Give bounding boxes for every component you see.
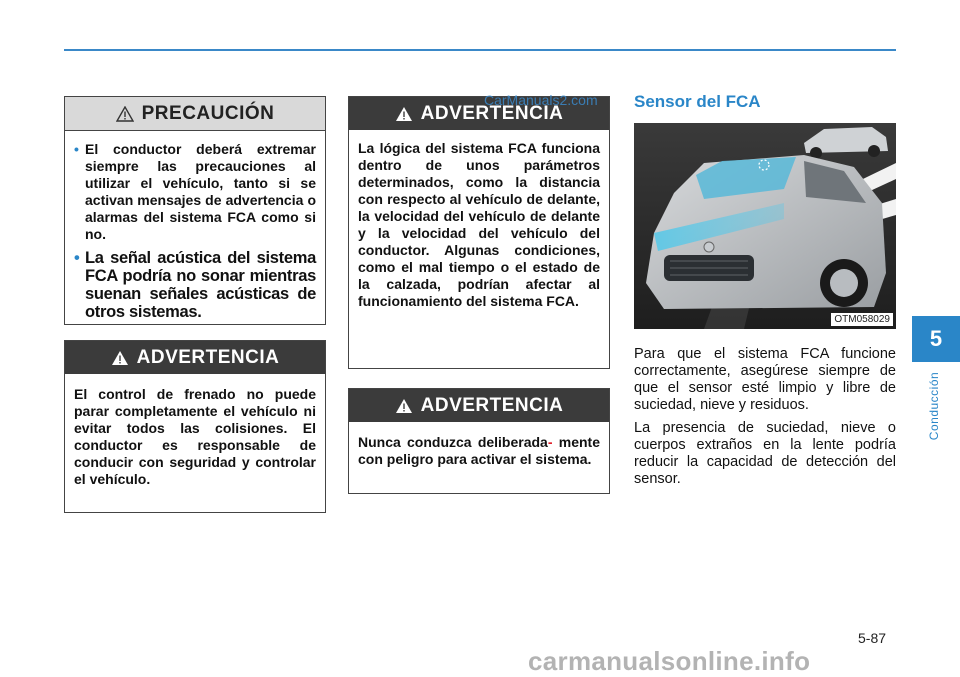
caution-heading: PRECAUCIÓN <box>141 102 275 124</box>
warning-text-part1: Nunca conduzca deliberada <box>358 434 548 450</box>
watermark-bottom: carmanualsonline.info <box>528 646 811 676</box>
warning-heading: ADVERTENCIA <box>420 394 564 416</box>
bullet-dot-icon: • <box>74 249 80 267</box>
watermark-top: CarManuals2.com <box>484 92 598 108</box>
warning-body: La lógica del sistema FCA funciona dentro de unos parámetros determinados, como la distancia con respecto al vehículo de delante, la velocidad del vehículo de delante y la velocidad del vehículo del conductor. Algunas condiciones, como el mal tiempo o el estado de la calzada, podrían afectar al funcionamiento del sistema FCA. <box>358 140 600 309</box>
warning-header <box>65 341 325 374</box>
warning-icon <box>395 398 413 414</box>
warning-icon <box>395 106 413 122</box>
caution-box <box>64 96 326 325</box>
figure-code: OTM058029 <box>831 313 893 326</box>
warning-body <box>349 422 609 476</box>
caution-header <box>65 97 325 131</box>
chapter-name: Conducción <box>927 371 941 441</box>
warning-hyphen: - <box>547 434 553 450</box>
sensor-figure <box>634 123 896 329</box>
warning-outline-icon <box>116 106 134 122</box>
caution-bullet-1 <box>74 141 316 243</box>
sensor-paragraph-2: La presencia de suciedad, nieve o cuerpos extraños en la lente podría reducir la capacidad de detección del sensor. <box>634 420 896 487</box>
warning-body: El control de frenado no puede parar completamente el vehículo ni evitar todos las colisiones. El conductor es responsable de conducir con seguridad y controlar el vehículo. <box>74 386 316 487</box>
warning-header <box>349 389 609 422</box>
warning-text-part2: mente con peligro para activar el sistema. <box>358 434 600 467</box>
warning-box-logic <box>348 96 610 369</box>
warning-heading: ADVERTENCIA <box>136 346 280 368</box>
caution-bullet-2 <box>74 249 316 321</box>
chapter-label <box>924 366 944 446</box>
caution-body <box>65 131 325 335</box>
warning-box-never <box>348 388 610 494</box>
caution-bullet-1-text: El conductor deberá extremar siempre las precauciones al utilizar el vehículo, tanto si se activan mensajes de advertencia o alarmas del sistema FCA como si no. <box>85 141 316 242</box>
top-rule <box>64 49 896 51</box>
section-title: Sensor del FCA <box>634 92 761 111</box>
chapter-tab: 5 <box>912 316 960 362</box>
warning-icon <box>111 350 129 366</box>
page-number: 5-87 <box>858 630 887 646</box>
warning-box-braking <box>64 340 326 513</box>
caution-bullet-2-text: La señal acústica del sistema FCA podría no sonar mientras suenan señales acústicas de otros sistemas. <box>85 249 316 321</box>
sensor-paragraph-1: Para que el sistema FCA funcione correctamente, asegúrese siempre de que el sensor esté limpio y libre de suciedad, nieve y residuos. <box>634 346 896 413</box>
warning-heading: ADVERTENCIA <box>420 102 564 124</box>
suv-illustration <box>634 123 896 329</box>
bullet-dot-icon: • <box>74 141 79 157</box>
